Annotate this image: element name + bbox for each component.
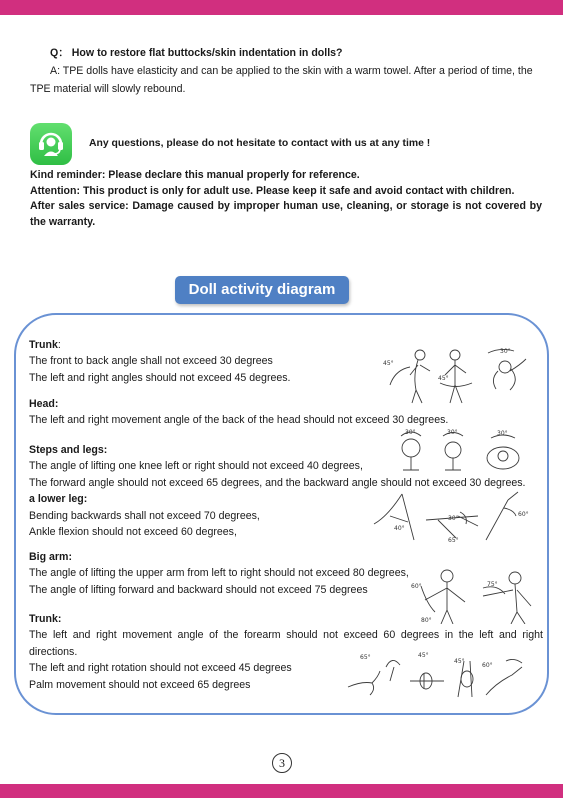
bottom-accent-bar (0, 784, 563, 798)
trunk-angle-2: 45° (438, 375, 449, 382)
contact-row (30, 123, 542, 165)
head-line-1: The left and right movement angle of the back of the head should not exceed 30 degrees. (29, 414, 449, 427)
legs-line-1: The angle of lifting one knee left or right should not exceed 40 degrees, (29, 460, 363, 473)
forearm-heading: Trunk: (29, 613, 62, 625)
legs-heading: Steps and legs: (29, 444, 108, 456)
big-arm-line-2: The angle of lifting forward and backward should not exceed 75 degrees (29, 583, 368, 596)
arm-angle-1: 60° (411, 583, 422, 590)
attention-note: Attention: This product is only for adult use. Please keep it safe and avoid contact with children. (30, 184, 515, 197)
headset-support-icon (30, 123, 72, 165)
notes-block (30, 168, 542, 230)
trunk-line-2: The left and right angles should not exceed 45 degrees. (29, 371, 291, 384)
hand-figure (346, 647, 536, 705)
leg-angle-4: 60° (518, 511, 529, 518)
lower-leg-line-2: Ankle flexion should not exceed 60 degrees, (29, 526, 237, 539)
lower-leg-heading: a lower leg: (29, 493, 88, 506)
faq-block (30, 44, 542, 98)
head-angle-2: 30° (447, 429, 458, 436)
trunk-figure (380, 345, 545, 405)
trunk-angle-1: 45° (383, 360, 394, 367)
forearm-line-1: The left and right movement angle of the forearm should not exceed 60 degrees in the left and right directions. (29, 629, 543, 658)
page-number: 3 (272, 753, 292, 773)
hand-angle-3: 45° (454, 658, 465, 665)
trunk-angle-3: 30° (500, 348, 511, 355)
legs-line-2: The forward angle should not exceed 65 degrees, and the backward angle should not exceed 30 degrees. (29, 476, 526, 489)
trunk-heading: Trunk (29, 339, 58, 351)
big-arm-line-1: The angle of lifting the upper arm from left to right should not exceed 80 degrees, (29, 567, 409, 580)
arm-angle-3: 75° (487, 581, 498, 588)
trunk-line-1: The front to back angle shall not exceed 30 degrees (29, 355, 273, 368)
diagram-title-banner: Doll activity diagram (175, 276, 349, 304)
hand-angle-2: 45° (418, 652, 429, 659)
faq-question: Q： How to restore flat buttocks/skin indentation in dolls? (50, 47, 343, 59)
hand-angle-4: 60° (482, 662, 493, 669)
leg-angle-2: 30° (448, 515, 459, 522)
head-angle-3: 30° (497, 430, 508, 437)
after-sales-note: After sales service: Damage caused by improper human use, cleaning, or storage is not covered by the warranty. (30, 200, 542, 228)
leg-angle-3: 65° (448, 537, 459, 544)
lower-leg-line-1: Bending backwards shall not exceed 70 degrees, (29, 509, 260, 522)
top-accent-bar (0, 0, 563, 15)
arm-figure (405, 566, 543, 624)
kind-reminder: Kind reminder: Please declare this manual properly for reference. (30, 169, 360, 181)
head-figure (393, 426, 533, 476)
head-angle-1: 30° (405, 429, 416, 436)
head-heading: Head: (29, 398, 59, 410)
forearm-line-3: Palm movement should not exceed 65 degrees (29, 678, 251, 691)
leg-angle-1: 40° (394, 525, 405, 532)
contact-text: Any questions, please do not hesitate to contact with us at any time ! (89, 138, 431, 149)
big-arm-heading: Big arm: (29, 551, 72, 563)
legs-figure (368, 486, 533, 546)
forearm-line-2: The left and right rotation should not exceed 45 degrees (29, 662, 292, 675)
arm-angle-2: 80° (421, 617, 432, 624)
trunk-colon: : (57, 339, 61, 351)
hand-angle-1: 65° (360, 654, 371, 661)
faq-answer: A: TPE dolls have elasticity and can be applied to the skin with a warm towel. After a period of time, the TPE material will slowly rebound. (30, 65, 533, 95)
